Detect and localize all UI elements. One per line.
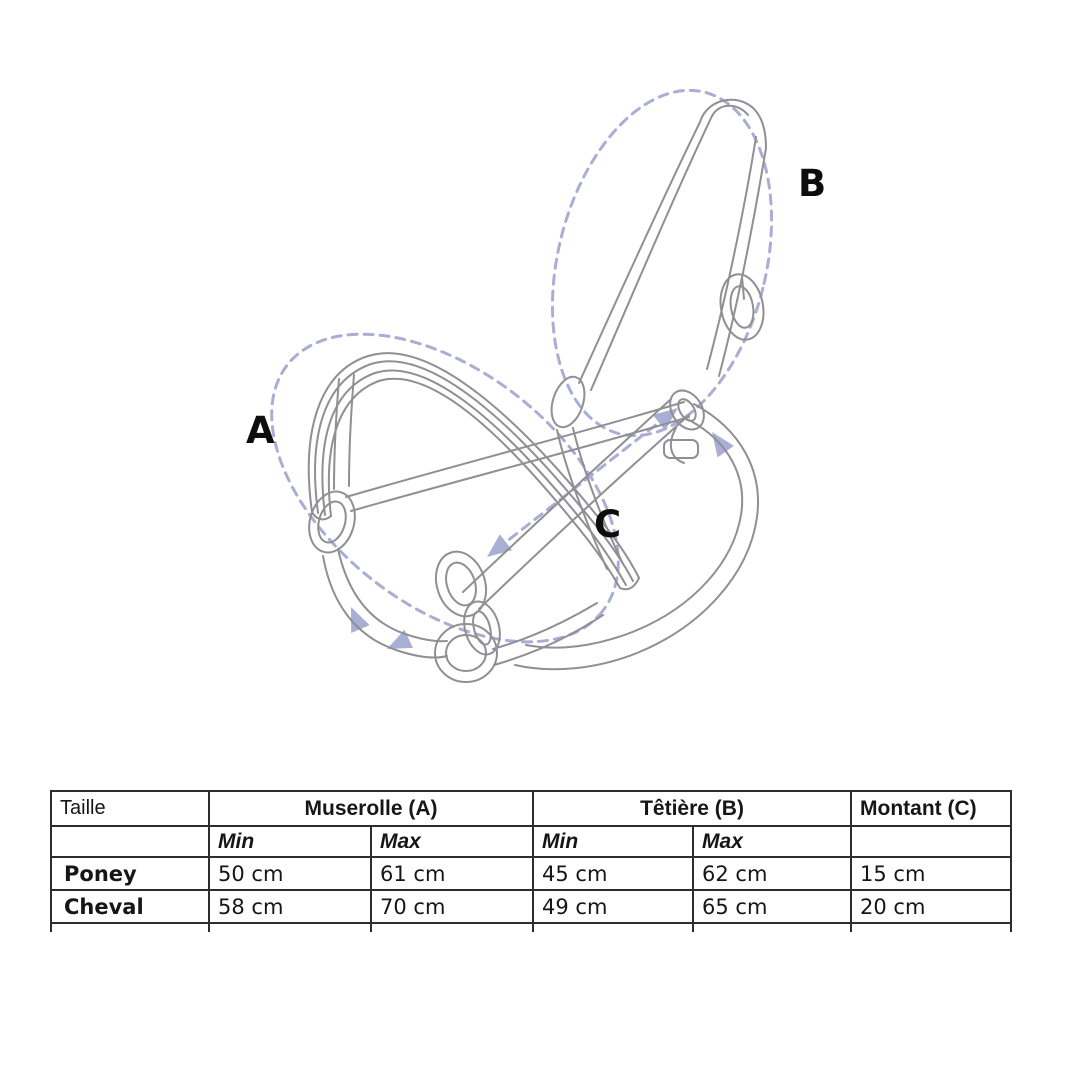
cell-value: 45 cm xyxy=(533,857,693,890)
cell-value: 15 cm xyxy=(851,857,1011,890)
cell-value: 50 cm xyxy=(209,857,371,890)
part-label-c: C xyxy=(594,503,622,546)
part-label-a: A xyxy=(246,409,275,452)
subheader-empty xyxy=(851,826,1011,857)
subheader-muserolle-min: Min xyxy=(209,826,371,857)
cell-value: 49 cm xyxy=(533,890,693,923)
measure-ellipse-a xyxy=(215,273,674,704)
crown-keeper-icon xyxy=(546,373,591,432)
table-subheader-row xyxy=(51,826,1011,857)
cell-value: 65 cm xyxy=(693,890,851,923)
crownpiece-outline xyxy=(546,100,769,569)
table-cropped-row xyxy=(51,923,1011,932)
cell-value: 20 cm xyxy=(851,890,1011,923)
subheader-tetiere-max: Max xyxy=(693,826,851,857)
col-header-montant: Montant (C) xyxy=(851,791,1011,826)
chin-oval-ring-icon xyxy=(428,545,494,623)
table-row-poney xyxy=(51,857,1011,890)
junction-keeper-icon xyxy=(664,440,698,458)
left-ring-icon xyxy=(302,486,361,558)
cell-value: 62 cm xyxy=(693,857,851,890)
col-header-tetiere: Têtière (B) xyxy=(533,791,851,826)
table-header-row xyxy=(51,791,1011,826)
cell-value: 58 cm xyxy=(209,890,371,923)
cell-value: 70 cm xyxy=(371,890,533,923)
row-label: Poney xyxy=(51,857,209,890)
col-header-muserolle: Muserolle (A) xyxy=(209,791,533,826)
measurement-overlays xyxy=(215,67,805,703)
size-table xyxy=(50,790,1012,932)
subheader-muserolle-max: Max xyxy=(371,826,533,857)
table-row-cheval xyxy=(51,890,1011,923)
measure-line-c xyxy=(497,417,666,549)
col-header-taille: Taille xyxy=(51,791,209,826)
subheader-empty xyxy=(51,826,209,857)
cheekpiece-outline xyxy=(463,399,689,609)
subheader-tetiere-min: Min xyxy=(533,826,693,857)
part-label-b: B xyxy=(798,162,827,205)
measurement-arrowheads xyxy=(342,400,734,658)
row-label: Cheval xyxy=(51,890,209,923)
noseband-outline xyxy=(309,353,758,669)
cell-value: 61 cm xyxy=(371,857,533,890)
